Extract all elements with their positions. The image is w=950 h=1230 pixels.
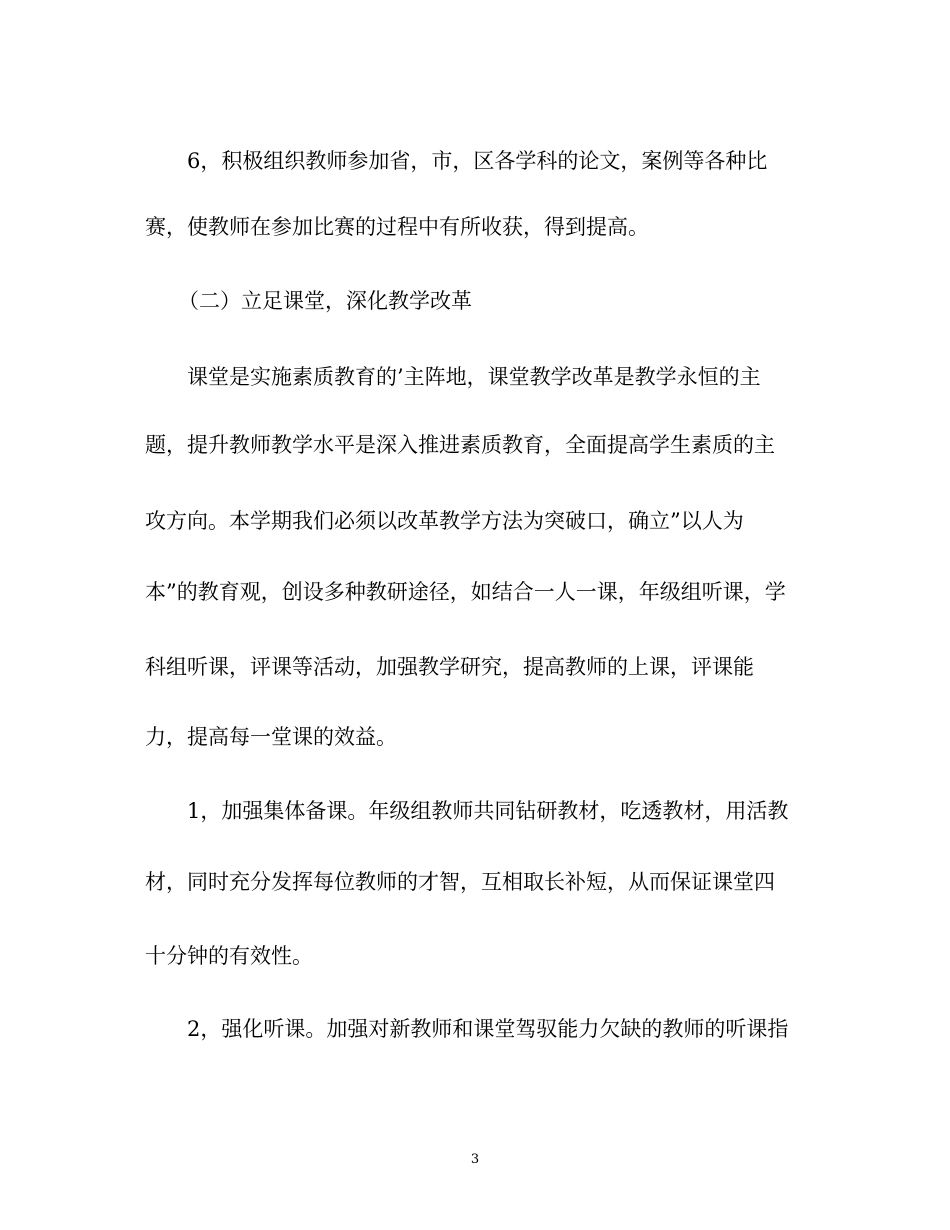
paragraph-line-10: 1，加强集体备课。年级组教师共同钻研教材，吃透教材，用活教 <box>187 799 789 823</box>
paragraph-line-13: 2，强化听课。加强对新教师和课堂驾驭能力欠缺的教师的听课指 <box>187 1017 789 1041</box>
paragraph-line-4: 课堂是实施素质教育的’主阵地，课堂教学改革是教学永恒的主 <box>187 365 761 389</box>
paragraph-line-1: 6，积极组织教师参加省，市，区各学科的论文，案例等各种比 <box>187 149 768 173</box>
paragraph-line-6: 攻方向。本学期我们必须以改革教学方法为突破口，确立”以人为 <box>145 509 744 533</box>
paragraph-line-7: 本”的教育观，创设多种教研途径，如结合一人一课，年级组听课，学 <box>145 580 786 604</box>
paragraph-line-9: 力，提高每一堂课的效益。 <box>145 725 397 749</box>
page-number: 3 <box>470 1152 480 1167</box>
section-heading: （二）立足课堂，深化教学改革 <box>178 289 472 313</box>
paragraph-line-8: 科组听课，评课等活动，加强教学研究，提高教师的上课，评课能 <box>145 655 754 679</box>
paragraph-line-2: 赛，使教师在参加比赛的过程中有所收获，得到提高。 <box>145 215 649 239</box>
paragraph-line-11: 材，同时充分发挥每位教师的才智，互相取长补短，从而保证课堂四 <box>145 870 775 894</box>
paragraph-line-5: 题，提升教师教学水平是深入推进素质教育，全面提高学生素质的主 <box>145 433 775 457</box>
paragraph-line-12: 十分钟的有效性。 <box>145 944 313 968</box>
